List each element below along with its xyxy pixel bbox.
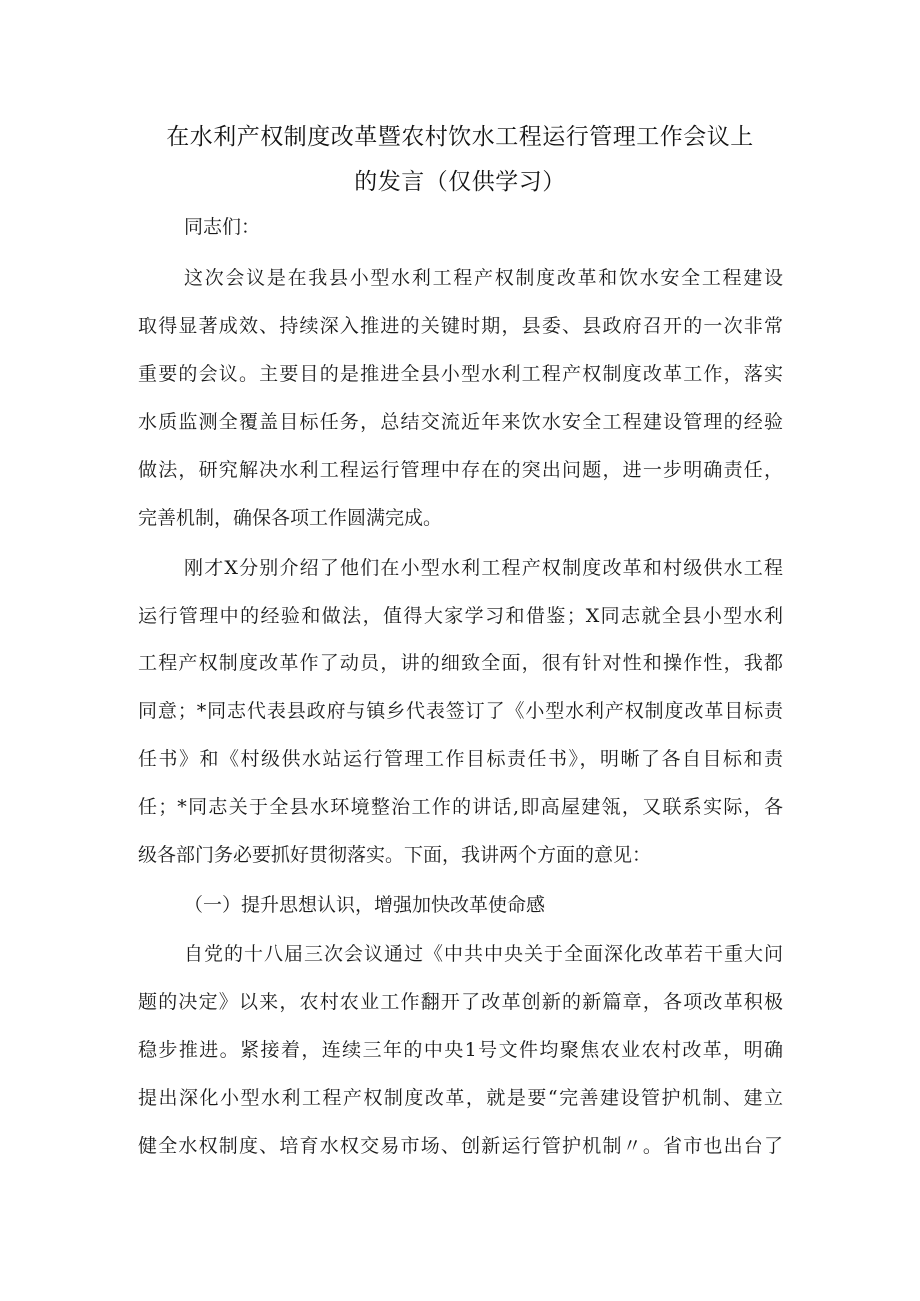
paragraph-2-line: 任；*同志关于全县水环境整治工作的讲话,即高屋建瓴，又联系实际，各 bbox=[138, 796, 783, 818]
paragraph-1-line: 做法，研究解决水利工程运行管理中存在的突出问题，进一步明确责任， bbox=[138, 459, 783, 481]
paragraph-3-line: 提出深化小型水利工程产权制度改革，就是要“完善建设管护机制、建立 bbox=[138, 1087, 783, 1109]
paragraph-3-line: 题的决定》以来，农村农业工作翻开了改革创新的新篇章，各项改革积极 bbox=[138, 991, 783, 1013]
document-title-line-2: 的发言（仅供学习） bbox=[354, 169, 566, 195]
paragraph-2-line: 同意；*同志代表县政府与镇乡代表签订了《小型水利产权制度改革目标责 bbox=[138, 700, 783, 722]
paragraph-2-line: 级各部门务必要抓好贯彻落实。下面，我讲两个方面的意见： bbox=[138, 844, 652, 866]
salutation: 同志们： bbox=[184, 216, 261, 238]
paragraph-1-line: 完善机制，确保各项工作圆满完成。 bbox=[138, 507, 443, 529]
document-title-line-1: 在水利产权制度改革暨农村饮水工程运行管理工作会议上 bbox=[166, 124, 754, 150]
paragraph-3-line: 自党的十八届三次会议通过《中共中央关于全面深化改革若干重大问 bbox=[184, 943, 783, 965]
section-heading-1: （一）提升思想认识，增强加快改革使命感 bbox=[184, 894, 546, 916]
paragraph-2-line: 运行管理中的经验和做法，值得大家学习和借鉴；X同志就全县小型水利 bbox=[138, 605, 783, 627]
paragraph-2-line: 刚才X分别介绍了他们在小型水利工程产权制度改革和村级供水工程 bbox=[184, 557, 783, 579]
paragraph-3-line: 稳步推进。紧接着，连续三年的中央1号文件均聚焦农业农村改革，明确 bbox=[138, 1039, 783, 1061]
paragraph-1-line: 水质监测全覆盖目标任务，总结交流近年来饮水安全工程建设管理的经验 bbox=[138, 411, 783, 433]
paragraph-3-line: 健全水权制度、培育水权交易市场、创新运行管护机制〃。省市也出台了 bbox=[138, 1135, 783, 1157]
paragraph-2-line: 任书》和《村级供水站运行管理工作目标责任书》，明晰了各自目标和责 bbox=[138, 748, 783, 770]
paragraph-2-line: 工程产权制度改革作了动员，讲的细致全面，很有针对性和操作性，我都 bbox=[138, 652, 783, 674]
paragraph-1-line: 这次会议是在我县小型水利工程产权制度改革和饮水安全工程建设 bbox=[184, 267, 783, 289]
paragraph-1-line: 重要的会议。主要目的是推进全县小型水利工程产权制度改革工作，落实 bbox=[138, 363, 783, 385]
paragraph-1-line: 取得显著成效、持续深入推进的关键时期，县委、县政府召开的一次非常 bbox=[138, 315, 783, 337]
